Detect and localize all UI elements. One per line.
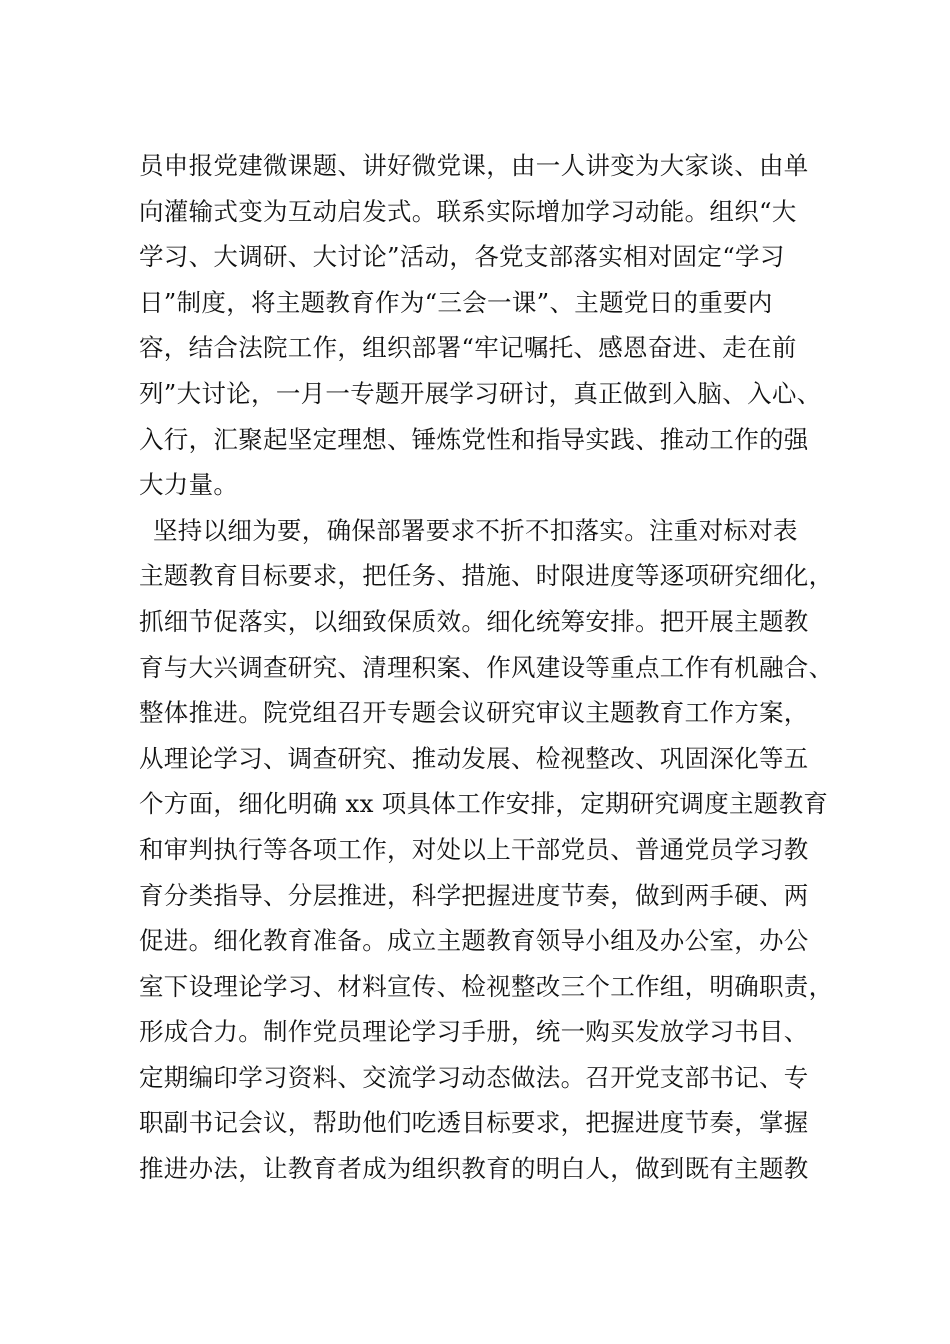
text-line: 育分类指导、分层推进，科学把握进度节奏，做到两手硬、两	[139, 880, 809, 910]
text-line: 室下设理论学习、材料宣传、检视整改三个工作组，明确职责，	[139, 971, 834, 1001]
text-line: 整体推进。院党组召开专题会议研究审议主题教育工作方案，	[139, 698, 809, 728]
text-line: 向灌输式变为互动启发式。联系实际增加学习动能。组织“大	[139, 196, 797, 226]
text-line: 大力量。	[139, 470, 239, 500]
text-line: 推进办法，让教育者成为组织教育的明白人，做到既有主题教	[139, 1154, 809, 1184]
text-line: 员申报党建微课题、讲好微党课，由一人讲变为大家谈、由单	[139, 151, 809, 180]
text-line: 抓细节促落实，以细致保质效。细化统筹安排。把开展主题教	[139, 606, 809, 636]
text-line: 促进。细化教育准备。成立主题教育领导小组及办公室，办公	[139, 926, 809, 956]
paragraph-start-line: 坚持以细为要，确保部署要求不折不扣落实。注重对标对表	[153, 515, 798, 545]
text-line: 容，结合法院工作，组织部署“牢记嘱托、感恩奋进、走在前	[139, 333, 797, 363]
text-line: 和审判执行等各项工作，对处以上干部党员、普通党员学习教	[139, 834, 809, 864]
text-line: 形成合力。制作党员理论学习手册，统一购买发放学习书目、	[139, 1017, 809, 1047]
text-line: 列”大讨论，一月一专题开展学习研讨，真正做到入脑、入心、	[139, 378, 822, 408]
text-line: 从理论学习、调查研究、推动发展、检视整改、巩固深化等五	[139, 743, 809, 773]
text-line: 日”制度，将主题教育作为“三会一课”、主题党日的重要内	[139, 287, 773, 317]
text-line: 学习、大调研、大讨论”活动，各党支部落实相对固定“学习	[139, 242, 785, 272]
text-line: 入行，汇聚起坚定理想、锤炼党性和指导实践、推动工作的强	[139, 424, 809, 454]
text-line: 定期编印学习资料、交流学习动态做法。召开党支部书记、专	[139, 1062, 809, 1092]
body-text	[139, 143, 839, 1192]
text-line: 个方面，细化明确 xx 项具体工作安排，定期研究调度主题教育	[139, 789, 829, 819]
text-line: 育与大兴调查研究、清理积案、作风建设等重点工作有机融合、	[139, 652, 834, 682]
text-line: 职副书记会议，帮助他们吃透目标要求，把握进度节奏，掌握	[139, 1108, 809, 1138]
text-line: 主题教育目标要求，把任务、措施、时限进度等逐项研究细化，	[139, 561, 834, 591]
